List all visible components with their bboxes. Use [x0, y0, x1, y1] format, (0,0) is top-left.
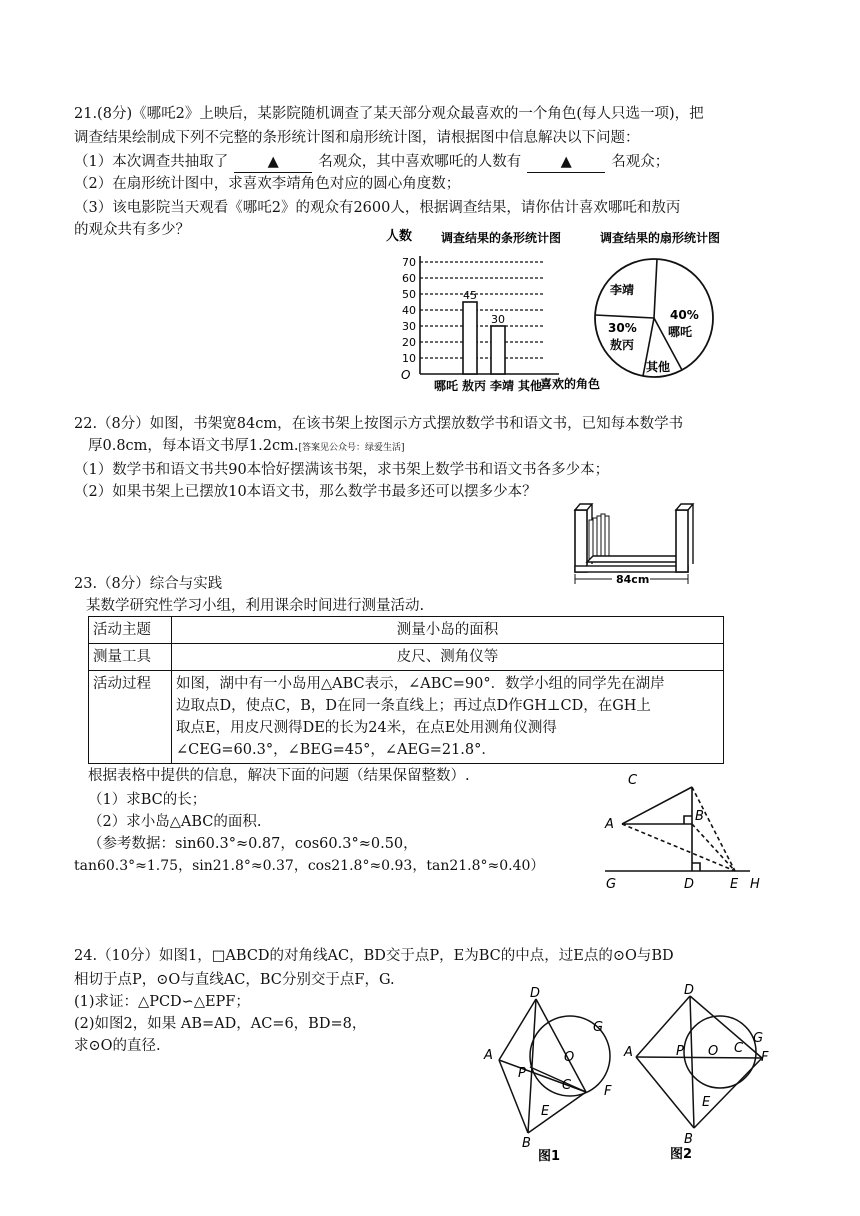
y-axis-label: 人数: [386, 229, 413, 244]
pie-label-aobing-pct: 30%: [608, 321, 637, 335]
island-figure: [600, 768, 775, 893]
fig1-label-O: O: [564, 1050, 575, 1065]
table-value-tools: 皮尺、测角仪等: [172, 644, 724, 671]
q21-part1: [74, 152, 669, 173]
label-B: B: [695, 809, 704, 824]
y-tick-label: 20: [402, 336, 416, 349]
process-line: 边取点D，使点C，B，D在同一条直线上；再过点D作GH⊥CD，在GH上: [176, 698, 651, 714]
table-head-process: 活动过程: [89, 671, 172, 764]
fig1-label-B: B: [522, 1136, 531, 1151]
table-row: [89, 617, 724, 644]
label-C: C: [628, 773, 638, 788]
bar-chart: [380, 228, 620, 398]
table-value-process: [172, 671, 724, 764]
q22-line2: [88, 436, 405, 458]
fig1-label-P: P: [518, 1066, 526, 1081]
table-row: [89, 644, 724, 671]
x-tick-label: 敖丙: [462, 379, 487, 393]
fig1-label-F: F: [604, 1084, 612, 1099]
q23-part2: （2）求小岛△ABC的面积.: [88, 814, 262, 830]
label-H: H: [750, 877, 760, 892]
q24-part1: (1)求证：△PCD∽△EPF；: [74, 994, 250, 1010]
q21-part3-b: 的观众共有多少？: [74, 222, 190, 238]
fig1-label-A: A: [484, 1048, 493, 1063]
q21-line2: 调查结果绘制成下列不完整的条形统计图和扇形统计图，请根据图中信息解决以下问题：: [74, 130, 640, 146]
answer-blank-1[interactable]: ▲: [234, 152, 312, 173]
bar-data-label: 45: [463, 289, 477, 302]
pie-label-nezha: 哪吒: [668, 325, 693, 339]
fig1-label-C: C: [562, 1078, 572, 1093]
q23-ref1: （参考数据：sin60.3°≈0.87，cos60.3°≈0.50，: [88, 836, 418, 852]
q24-line1: 24.（10分）如图1，□ABCD的对角线AC，BD交于点P，E为BC的中点，过E点的⊙O与BD: [74, 948, 674, 964]
q21-part1-c: 名观众；: [611, 154, 670, 170]
q21-part1-a: （1）本次调查共抽取了: [74, 154, 229, 170]
pie-label-other: 其他: [646, 360, 671, 374]
y-tick-label: 50: [402, 288, 416, 301]
activity-table: [88, 616, 724, 764]
process-line: 如图，湖中有一小岛用△ABC表示，∠ABC=90°．数学小组的同学先在湖岸: [176, 676, 665, 692]
bar: [491, 326, 505, 374]
geometry-figure-2: [622, 980, 777, 1165]
books-icon: [589, 514, 609, 562]
table-head-topic: 活动主题: [89, 617, 172, 644]
q23-title: 23.（8分）综合与实践: [74, 576, 223, 592]
fig2-label-B: B: [684, 1132, 693, 1147]
x-tick-label: 李靖: [490, 379, 515, 393]
q23-intro: 某数学研究性学习小组，利用课余时间进行测量活动.: [86, 598, 425, 614]
bar: [463, 302, 477, 374]
fig2-label-E: E: [702, 1095, 711, 1110]
pie-label-aobing: 敖丙: [610, 338, 635, 352]
pie-label-lijing: 李靖: [610, 283, 635, 297]
fig2-caption: 图2: [670, 1147, 693, 1162]
process-line: ∠CEG=60.3°，∠BEG=45°，∠AEG=21.8°．: [176, 742, 496, 758]
y-tick-label: 30: [402, 320, 416, 333]
y-tick-label: 70: [402, 256, 416, 269]
q21-part3-a: （3）该电影院当天观看《哪吒2》的观众有2600人，根据调查结果，请你估计喜欢哪吒和敖丙: [74, 200, 681, 216]
q22-note: [答案见公众号：绿爱生活]: [298, 443, 405, 453]
answer-blank-2[interactable]: ▲: [527, 152, 605, 173]
fig1-label-G: G: [593, 1020, 604, 1035]
table-value-topic: 测量小岛的面积: [172, 617, 724, 644]
fig2-label-P: P: [676, 1044, 684, 1059]
q22-line1: 22.（8分）如图，书架宽84cm，在该书架上按图示方式摆放数学书和语文书，已知每本数学书: [74, 416, 684, 432]
bar-data-label: 30: [491, 313, 505, 326]
table-head-tools: 测量工具: [89, 644, 172, 671]
x-tick-label: 其他: [518, 379, 543, 393]
label-D: D: [684, 877, 695, 892]
fig2-label-C: C: [734, 1041, 744, 1056]
label-E: E: [730, 877, 739, 892]
q23-ref2: tan60.3°≈1.75，sin21.8°≈0.37，cos21.8°≈0.93，tan21.8°≈0.40）: [74, 858, 545, 874]
fig2-label-D: D: [684, 983, 695, 998]
q24-line2: 相切于点P，⊙O与直线AC，BC分别交于点F，G.: [74, 972, 395, 988]
label-A: A: [605, 817, 614, 832]
fig1-label-D: D: [530, 986, 541, 1001]
fig2-label-O: O: [708, 1044, 719, 1059]
pie-label-nezha-pct: 40%: [670, 308, 699, 322]
process-line: 取点E，用皮尺测得DE的长为24米，在点E处用测角仪测得: [176, 720, 557, 736]
pie-chart: [588, 228, 778, 388]
fig2-label-G: G: [753, 1031, 764, 1046]
q21-part1-b: 名观众，其中喜欢哪吒的人数有: [318, 154, 522, 170]
width-label: 84cm: [616, 573, 650, 586]
q24-part2-b: 求⊙O的直径.: [74, 1038, 161, 1054]
geometry-figure-1: [478, 985, 623, 1165]
origin-label: O: [401, 368, 411, 382]
y-tick-label: 10: [402, 352, 416, 365]
y-tick-label: 60: [402, 272, 416, 285]
x-axis-label: 喜欢的角色: [540, 377, 601, 391]
y-tick-label: 40: [402, 304, 416, 317]
fig1-caption: 图1: [538, 1149, 561, 1164]
table-row: [89, 671, 724, 764]
q24-part2-a: (2)如图2，如果 AB=AD，AC=6，BD=8，: [74, 1016, 367, 1032]
x-tick-label: 哪吒: [434, 379, 459, 393]
fig2-label-F: F: [761, 1050, 769, 1065]
bookshelf-figure: [560, 500, 700, 592]
q21-part2: （2）在扇形统计图中，求喜欢李靖角色对应的圆心角度数；: [74, 176, 461, 192]
fig1-label-E: E: [541, 1104, 550, 1119]
q22-line2-text: 厚0.8cm，每本语文书厚1.2cm.: [88, 438, 299, 454]
label-G: G: [606, 877, 617, 892]
pie-chart-title: 调查结果的扇形统计图: [600, 231, 721, 245]
fig2-label-A: A: [624, 1045, 633, 1060]
q22-part1: （1）数学书和语文书共90本恰好摆满该书架，求书架上数学书和语文书各多少本；: [74, 462, 610, 478]
q23-after: 根据表格中提供的信息，解决下面的问题（结果保留整数）.: [88, 768, 470, 784]
bar-chart-title: 调查结果的条形统计图: [441, 231, 562, 245]
q22-part2: （2）如果书架上已摆放10本语文书，那么数学书最多还可以摆多少本？: [74, 484, 537, 500]
q23-part1: （1）求BC的长；: [88, 792, 207, 808]
q21-line1: 21.(8分)《哪吒2》上映后，某影院随机调查了某天部分观众最喜欢的一个角色(每人只选一项)，把: [74, 106, 704, 122]
